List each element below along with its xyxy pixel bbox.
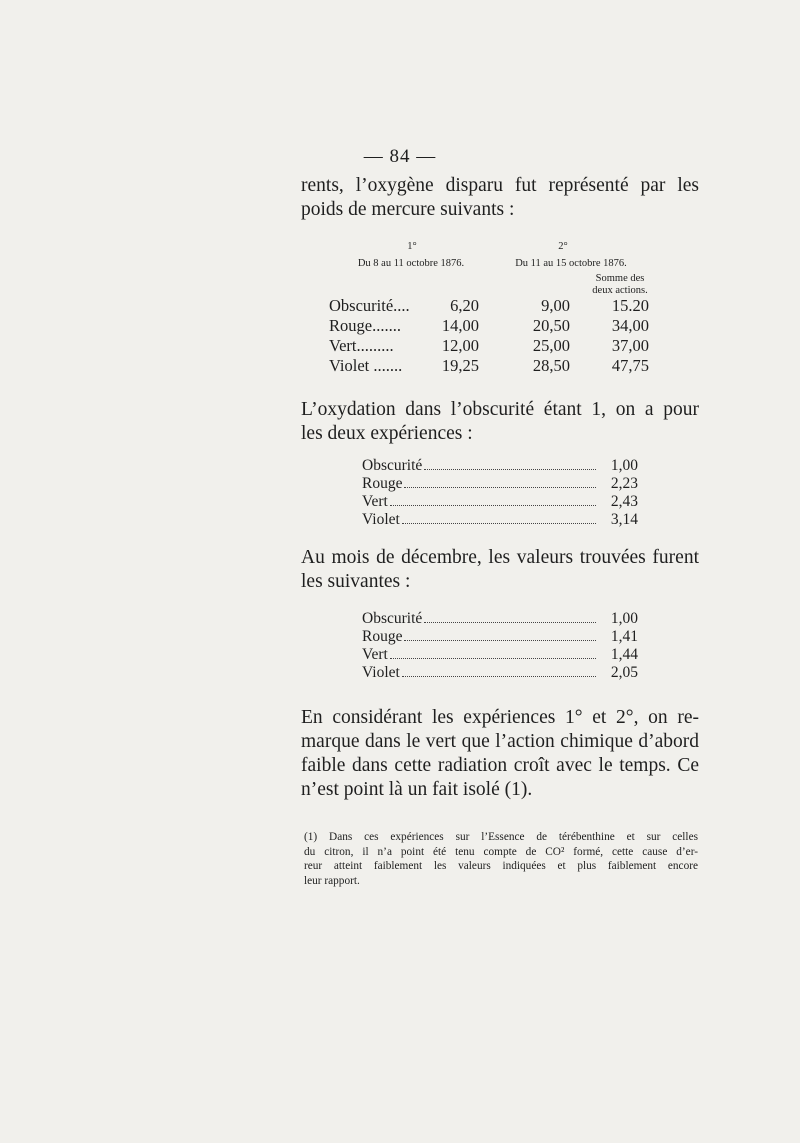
table-row [362, 493, 638, 511]
column-sum-header-line: deux actions. [592, 285, 648, 296]
column-sum-header [580, 273, 660, 297]
row-value: 3,14 [610, 511, 638, 528]
text-line: faible dans cette radiation croît avec le temps. Ce [301, 755, 699, 776]
row-value: 2,43 [610, 493, 638, 510]
dot-leader [404, 486, 596, 488]
text-line: les suivantes : [301, 571, 411, 592]
row-value: 1,44 [610, 646, 638, 663]
column-date-1: Du 8 au 11 octobre 1876. [357, 258, 465, 269]
dot-leader [390, 504, 596, 506]
row-label: Violet [362, 511, 400, 528]
dot-leader [402, 675, 596, 677]
text-line: n’est point là un fait isolé (1). [301, 779, 533, 800]
cell-sum: 37,00 [611, 336, 649, 355]
table-row [329, 316, 659, 336]
row-label: Obscurité [362, 457, 423, 474]
footnote-line: reur atteint faiblement les valeurs indiquées et plus faiblement encore [304, 860, 698, 872]
table-row [362, 610, 638, 628]
dot-leader [404, 639, 596, 641]
row-label: Obscurité [362, 610, 423, 627]
cell-exp1: 12,00 [441, 336, 479, 355]
row-label: Violet ....... [329, 356, 403, 375]
row-label: Vert [362, 646, 388, 663]
row-label: Obscurité.... [329, 296, 410, 315]
dot-leader [424, 468, 596, 470]
row-value: 1,41 [610, 628, 638, 645]
column-number-2: 2° [558, 241, 568, 252]
table-row [329, 336, 659, 356]
cell-exp2: 28,50 [532, 356, 570, 375]
table-row [362, 457, 638, 475]
row-label: Vert......... [329, 336, 394, 355]
text-line: rents, l’oxygène disparu fut représenté par les [301, 175, 699, 196]
row-value: 2,23 [610, 475, 638, 492]
cell-exp1: 6,20 [450, 296, 479, 315]
table-row [362, 511, 638, 529]
dot-leader [390, 657, 596, 659]
table-row [362, 664, 638, 682]
cell-exp2: 20,50 [532, 316, 570, 335]
paragraph-conclusion [301, 706, 699, 802]
page-number: — 84 — [363, 146, 437, 167]
row-label: Rouge....... [329, 316, 401, 335]
row-label: Rouge [362, 628, 403, 645]
cell-sum: 34,00 [611, 316, 649, 335]
dot-leader [424, 621, 596, 623]
row-label: Rouge [362, 475, 403, 492]
cell-sum: 47,75 [611, 356, 649, 375]
table-row [362, 646, 638, 664]
paragraph-december [301, 546, 699, 594]
table-row [329, 296, 659, 316]
text-line: En considérant les expériences 1° et 2°, on re- [301, 707, 699, 728]
row-value: 1,00 [610, 457, 638, 474]
cell-exp1: 19,25 [441, 356, 479, 375]
text-line: poids de mercure suivants : [301, 199, 515, 220]
footnote-line: (1) Dans ces expériences sur l’Essence de térébenthine et sur celles [304, 831, 698, 843]
cell-exp2: 9,00 [541, 296, 570, 315]
row-value: 2,05 [610, 664, 638, 681]
row-label: Violet [362, 664, 400, 681]
cell-exp2: 25,00 [532, 336, 570, 355]
paragraph-intro [301, 174, 699, 222]
row-label: Vert [362, 493, 388, 510]
row-value: 1,00 [610, 610, 638, 627]
column-number-1: 1° [407, 241, 417, 252]
text-line: les deux expériences : [301, 423, 473, 444]
footnote-line: du citron, il n’a point été tenu compte de CO² formé, cette cause d’er- [304, 845, 698, 858]
table-row [362, 475, 638, 493]
text-line: Au mois de décembre, les valeurs trouvées furent [301, 547, 699, 568]
column-date-2: Du 11 au 15 octobre 1876. [515, 258, 627, 269]
cell-exp1: 14,00 [441, 316, 479, 335]
cell-sum: 15.20 [611, 296, 649, 315]
text-line: marque dans le vert que l’action chimique d’abord [301, 731, 699, 752]
footnote-line: leur rapport. [304, 874, 360, 887]
text-line: L’oxydation dans l’obscurité étant 1, on a pour [301, 399, 699, 420]
table-row [329, 356, 659, 376]
column-sum-header-line: Somme des [595, 273, 645, 284]
paragraph-oxydation [301, 398, 699, 446]
dot-leader [402, 522, 596, 524]
footnote [304, 830, 698, 888]
table-row [362, 628, 638, 646]
